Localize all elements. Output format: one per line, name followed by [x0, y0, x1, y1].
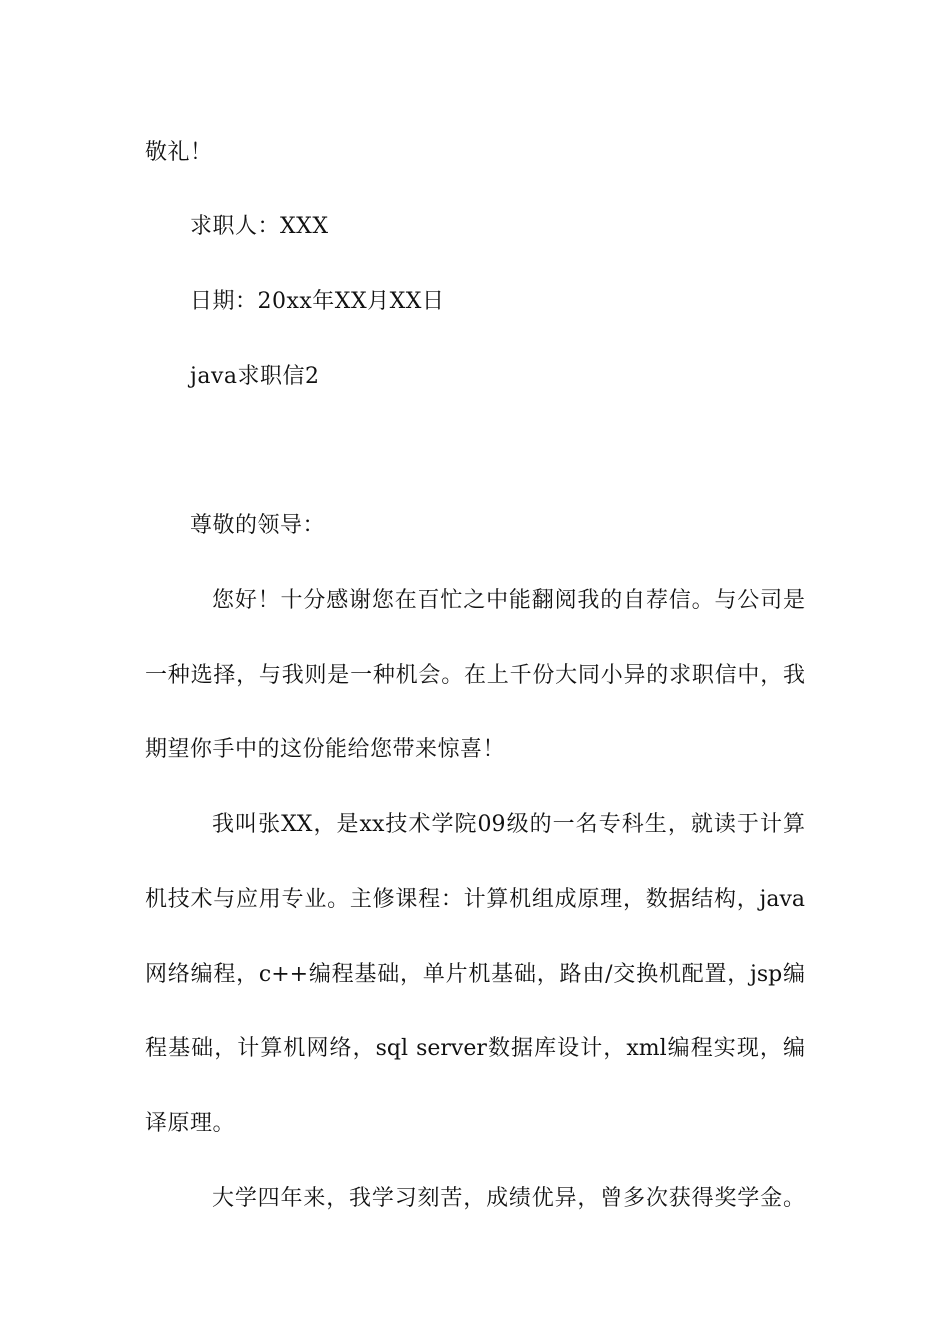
paragraph-1-line-3: 期望你手中的这份能给您带来惊喜！	[145, 737, 506, 762]
paragraph-3-line-1: 大学四年来，我学习刻苦，成绩优异，曾多次获得奖学金。	[212, 1186, 805, 1211]
salutation: 尊敬的领导：	[190, 513, 326, 538]
paragraph-2-line-5: 译原理。	[145, 1111, 236, 1136]
paragraph-2-line-1: 我叫张XX，是xx技术学院09级的一名专科生，就读于计算	[212, 812, 805, 837]
date-line: 日期：20xx年XX月XX日	[190, 289, 445, 314]
paragraph-2-line-4: 程基础，计算机网络，sql server数据库设计，xml编程实现，编	[145, 1036, 805, 1061]
closing-text: 敬礼！	[145, 140, 213, 165]
paragraph-1-line-1: 您好！十分感谢您在百忙之中能翻阅我的自荐信。与公司是	[212, 588, 805, 613]
applicant-line: 求职人：XXX	[190, 214, 329, 239]
letter-heading: java求职信2	[190, 364, 320, 389]
paragraph-1-line-2: 一种选择，与我则是一种机会。在上千份大同小异的求职信中，我	[145, 663, 805, 688]
paragraph-2-line-3: 网络编程，c++编程基础，单片机基础，路由/交换机配置，jsp编	[145, 962, 805, 987]
paragraph-2-line-2: 机技术与应用专业。主修课程：计算机组成原理，数据结构，java	[145, 887, 805, 912]
